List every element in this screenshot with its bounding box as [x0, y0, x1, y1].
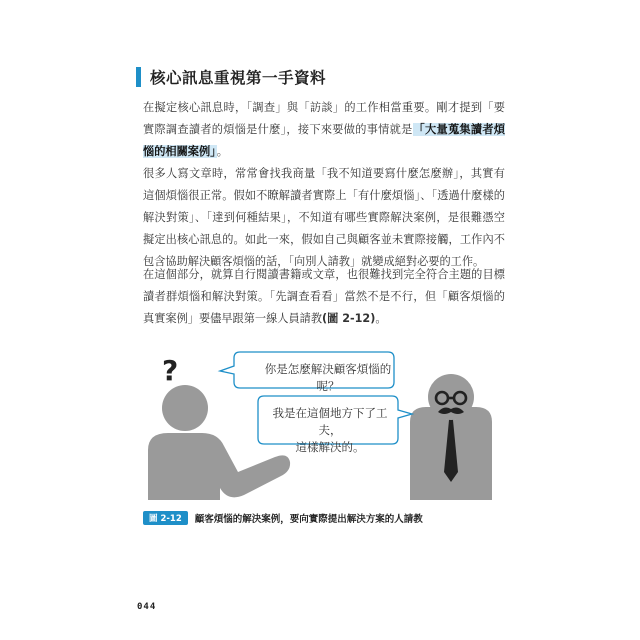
- paragraph-3-text: 在這個部分，就算自行閱讀書籍或文章，也很難找到完全符合主題的目標讀者群煩惱和解決對策。「先調查看看」當然不是不行，但「顧客煩惱的真實案例」要儘早跟第一線人員請教: [143, 268, 505, 325]
- highlight-text: 「大量蒐集讀者煩惱的相關案例」: [143, 123, 505, 158]
- heading-accent-bar: [136, 67, 141, 87]
- question-mark: ?: [162, 354, 179, 387]
- bubble-2-line-1: 我是在這個地方下了工夫，: [272, 406, 388, 437]
- caption-text: 顧客煩惱的解決案例，要向實際提出解決方案的人請教: [194, 514, 423, 525]
- figure-tag: 圖 2-12: [143, 511, 188, 525]
- paragraph-2: 很多人寫文章時，常常會找我商量「我不知道要寫什麼怎麼辦」，其實有這個煩惱很正常。假如不瞭解讀者實際上「有什麼煩惱」、「透過什麼樣的解決對策」、「達到何種結果」，不知道有哪些實際解決案例，是很難憑空擬定出核心訊息的。如此一來，假如自己與顧客並未實際接觸，工作內不包含協助解決顧客煩惱的話，「向別人請教」就變成絕對必要的工作。: [143, 167, 505, 268]
- figure-reference: (圖 2-12): [322, 312, 376, 325]
- paragraph-1: [143, 97, 505, 163]
- bubble-2-line-2: 這樣解決的。: [295, 440, 365, 454]
- paragraph-3-end: 。: [375, 312, 387, 325]
- heading-title: 核心訊息重視第一手資料: [150, 69, 327, 87]
- paragraph-1-end: 。: [216, 145, 228, 158]
- paragraph-1-text: 在擬定核心訊息時，「調查」與「訪談」的工作相當重要。剛才提到「要實際調查讀者的煩惱是什麼」，接下來要做的事情就是: [143, 101, 505, 136]
- left-person-head: [162, 385, 208, 431]
- bubble-2-text: [262, 405, 398, 456]
- section-heading: [136, 66, 326, 88]
- bubble-1-text: 你是怎麼解決顧客煩惱的呢？: [264, 362, 392, 393]
- figure-caption: [143, 511, 423, 525]
- paragraph-3: [143, 264, 505, 330]
- page-number: 044: [137, 602, 157, 612]
